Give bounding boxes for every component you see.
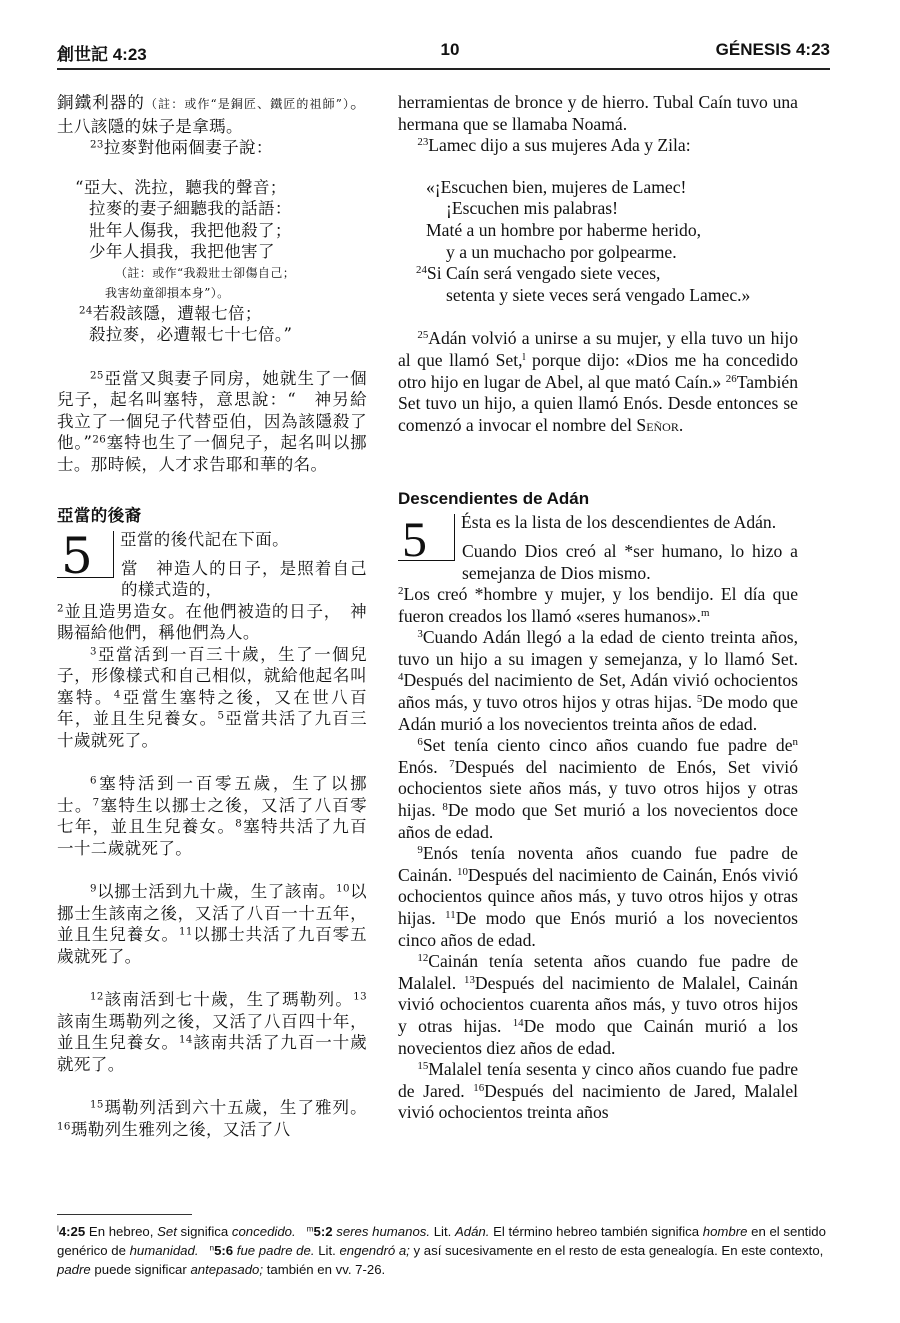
es-verses-3-5: $^3$Cuando Adán llegó a la edad de ciento treinta años, tuvo un hijo a su imagen y semejanza, y lo llamó Set. $^4$Después del nacimiento de Set, Adán vivió ochocientos años más, y tuvo otros hijos y otras hijas. $^5$De modo que Adán murió a los novecientos treinta años de edad. (398, 627, 798, 734)
zh-verses-15-16: $^{15}$瑪勒列活到六十五歲，生了雅列。$^{16}$瑪勒列生雅列之後，又活了八 (57, 1098, 367, 1139)
zh-poem-note: 我害幼童卻損本身”）。 (105, 285, 230, 300)
es-verse-2: $^2$Los creó *hombre y mujer, y los bendijo. El día que fueron creados los llamó «seres humanos».$^m$ (398, 584, 798, 626)
footnote-l: $^l$4:25 En hebreo, Set significa concedido. (57, 1224, 296, 1239)
es-poem-line: «¡Escuchen bien, mujeres de Lamec! (426, 176, 687, 197)
es-verses-25-26: $^{25}$Adán volvió a unirse a su mujer, y ella tuvo un hijo al que llamó Set,$^l$ porque dijo: «Dios me ha concedido otro hijo en lugar de Abel, al que mató Caín.» $^{26}$También Set tuvo un hijo, a quien llamó Enós. Desde entonces se comenzó a invocar el nombre del Señor. (398, 328, 799, 435)
es-section-heading: Descendientes de Adán (398, 489, 590, 509)
zh-poem-line: 拉麥的妻子細聽我的話語： (89, 199, 292, 218)
running-header-spanish: GÉNESIS 4:23 (715, 40, 830, 59)
footnotes (57, 1222, 830, 1279)
zh-verse-23: $^{23}$拉麥對他兩個妻子說： (90, 138, 273, 157)
zh-poem-line: 壯年人傷我，我把他殺了； (89, 220, 292, 240)
es-verses-12-14: $^{12}$Cainán tenía setenta años cuando fue padre de Malalel. $^{13}$Después del nacimiento de Malalel, Cainán vivió ochocientos cuarenta años más, y tuvo otros hijos y otras hijas. $^{14}$De modo que Cainán murió a los novecientos diez años de edad. (398, 951, 798, 1058)
zh-section-heading: 亞當的後裔 (57, 506, 142, 525)
zh-poem-line: “亞大、洗拉，聽我的聲音； (75, 177, 287, 197)
zh-poem-line: 殺拉麥，必遭報七十七倍。” (89, 325, 293, 344)
zh-chapter-number: 5 (57, 531, 114, 578)
zh-poem-line: 少年人損我，我把他害了 (89, 242, 275, 261)
es-chapter-number: 5 (398, 514, 455, 561)
zh-poem-note: （註：或作“我殺壯士卻傷自己； (115, 265, 296, 280)
zh-poem-line: $^{24}$若殺該隱，遭報七倍； (79, 303, 262, 323)
footnote-n: $^n$5:6 fue padre de. Lit. engendró a; y así sucesivamente en el resto de esta genealogía. En este contexto, padre puede significar antepasado; también en vv. 7-26. (57, 1243, 824, 1277)
zh-paragraph-4-22: 銅鐵利器的（註：或作“是銅匠、鐵匠的祖師”）。土八該隱的妹子是拿瑪。 (57, 93, 367, 136)
es-verses-15-16: $^{15}$Malalel tenía sesenta y cinco años cuando fue padre de Jared. $^{16}$Después del nacimiento de Jared, Malalel vivió ochocientos treinta años (398, 1059, 799, 1123)
page-number: 10 (440, 40, 460, 59)
es-verse-1a: Ésta es la lista de los descendientes de Adán. (461, 511, 777, 532)
es-poem-line: $^{24}$Si Caín será vengado siete veces, (416, 263, 661, 284)
zh-verse-25-26: $^{25}$亞當又與妻子同房，她就生了一個兒子，起名叫塞特，意思說：“ 神另給我立了一個兒子代替亞伯，因為該隱殺了他。”$^{26}$塞特也生了一個兒子，起名叫以挪士。那時候，人才求告耶和華的名。 (57, 368, 368, 474)
es-poem-line: Maté a un hombre por haberme herido, (426, 219, 702, 240)
es-poem-line: setenta y siete veces será vengado Lamec.» (446, 284, 751, 305)
header-rule (57, 68, 830, 70)
es-verse-1b: Cuando Dios creó al *ser humano, lo hizo a semejanza de Dios mismo. (462, 540, 798, 583)
es-poem-line: ¡Escuchen mis palabras! (446, 198, 618, 219)
es-verses-6-8: $^6$Set tenía ciento cinco años cuando fue padre $de^n$ Enós. $^7$Después del nacimiento de Enós, Set vivió ochocientos siete años más, y tuvo otros hijos y otras hijas. $^8$De modo que Set murió a los novecientos doce años de edad. (398, 735, 798, 842)
zh-verses-9-11: $^9$以挪士活到九十歲，生了該南。$^{10}$以挪士生該南之後，又活了八百一十五年，並且生兒養女。$^{11}$以挪士共活了九百零五歲就死了。 (57, 882, 368, 966)
es-verses-9-11: $^9$Enós tenía noventa años cuando fue padre de Cainán. $^{10}$Después del nacimiento de Cainán, Enós vivió ochocientos quince años más, y tuvo otros hijos y otras hijas. $^{11}$De modo que Enós murió a los novecientos cinco años de edad. (398, 843, 799, 950)
running-header-chinese: 創世記 4:23 (57, 45, 147, 64)
zh-poem (75, 177, 367, 346)
zh-verse-1b: 當 神造人的日子，是照着自己的樣式造的， (121, 558, 367, 599)
zh-verses-3-5: $^3$亞當活到一百三十歲，生了一個兒子，形像樣式和自己相似，就給他起名叫塞特。$^4$亞當生塞特之後，又在世八百年，並且生兒養女。$^5$亞當共活了九百三十歲就死了。 (57, 644, 368, 750)
zh-verses-6-8: $^6$塞特活到一百零五歲，生了以挪士。$^7$塞特生以挪士之後，又活了八百零七年，並且生兒養女。$^8$塞特共活了九百一十二歲就死了。 (57, 774, 368, 858)
footnote-m: $^m$5:2 seres humanos. Lit. Adán. El término hebreo también significa hombre en el sentido genérico de humanidad. (57, 1224, 826, 1258)
es-paragraph-4-22: herramientas de bronce y de hierro. Tubal Caín tuvo una hermana que se llamaba Noamá. (398, 92, 798, 134)
zh-verses-12-14: $^{12}$該南活到七十歲，生了瑪勒列。$^{13}$該南生瑪勒列之後，又活了八百四十年，並且生兒養女。$^{14}$該南共活了九百一十歲就死了。 (57, 990, 368, 1074)
es-poem-line: y a un muchacho por golpearme. (446, 241, 677, 262)
zh-verse-2: $^2$並且造男造女。在他們被造的日子， 神賜福給他們，稱他們為人。 (57, 601, 367, 642)
es-poem (416, 176, 798, 307)
zh-verse-1a: 亞當的後代記在下面。 (120, 529, 289, 549)
footnote-rule (57, 1214, 192, 1215)
chinese-column (57, 92, 367, 1140)
spanish-column (398, 92, 798, 1124)
es-verse-23: $^{23}$Lamec dijo a sus mujeres Ada y Zila: (417, 135, 691, 156)
